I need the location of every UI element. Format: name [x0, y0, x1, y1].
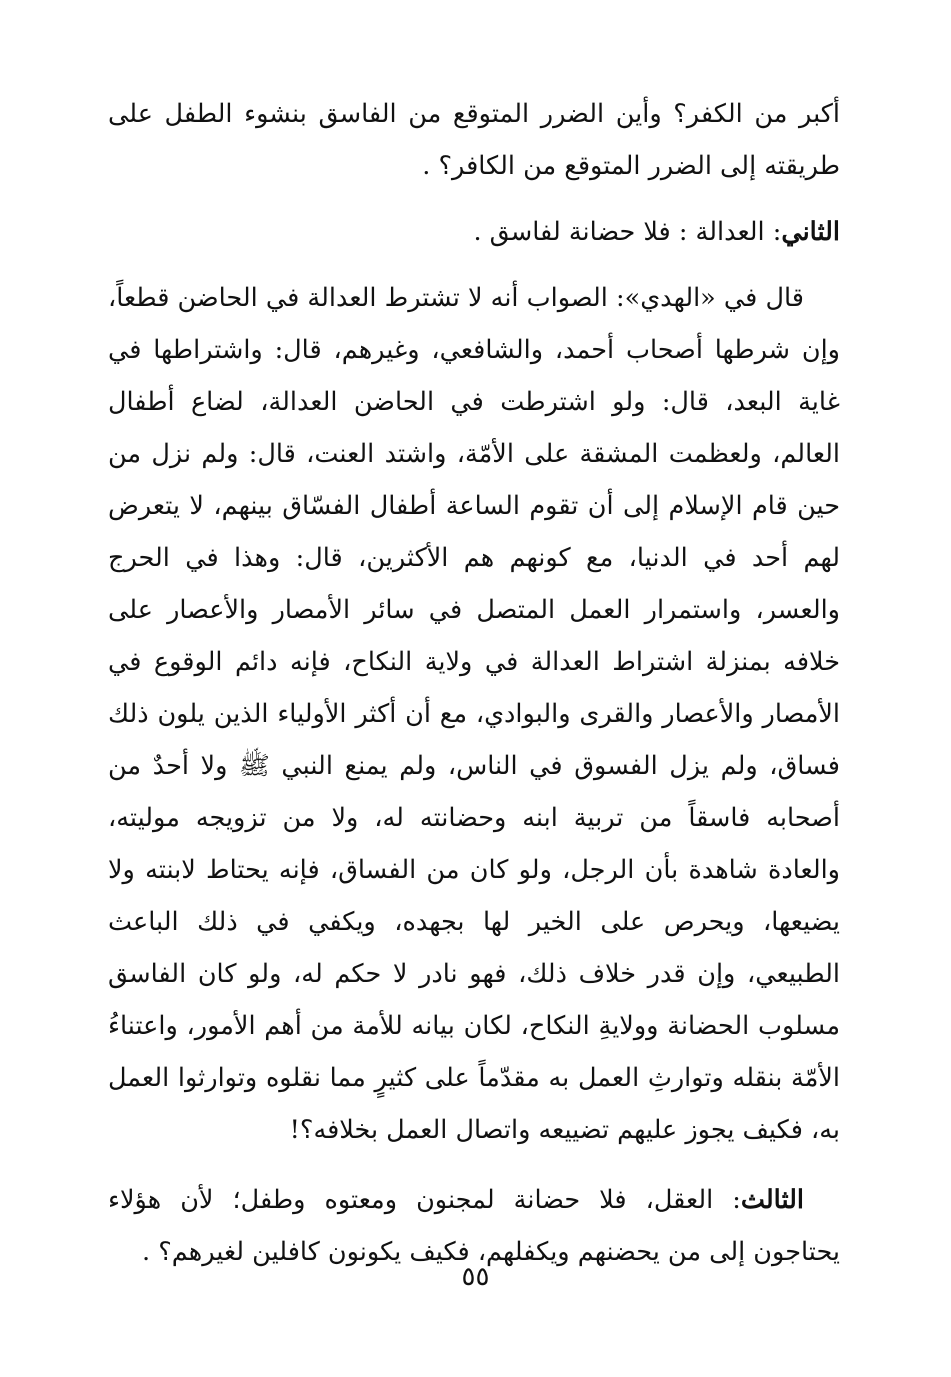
section-label-second: الثاني	[781, 217, 840, 247]
second-condition-text: : العدالة : فلا حضانة لفاسق .	[473, 217, 782, 247]
page-body	[108, 88, 840, 1278]
paragraph-quote-hadi: قال في «الهدي»: الصواب أنه لا تشترط العدالة في الحاضن قطعاً، وإن شرطها أصحاب أحمد، والشافعي، وغيرهم، قال: واشتراطها في غاية البعد، قال: ولو اشترطت في الحاضن العدالة، لضاع أطفال العالم، ولعظمت المشقة على الأمّة، واشتد العنت، قال: ولم نزل من حين قام الإسلام إلى أن تقوم الساعة أطفال الفسّاق بينهم، لا يتعرض لهم أحد في الدنيا، مع كونهم هم الأكثرين، قال: وهذا في الحرج والعسر، واستمرار العمل المتصل في سائر الأمصار والأعصار على خلافه بمنزلة اشتراط العدالة في ولاية النكاح، فإنه دائم الوقوع في الأمصار والأعصار والقرى والبوادي، مع أن أكثر الأولياء الذين يلون ذلك فساق، ولم يزل الفسوق في الناس، ولم يمنع النبي ﷺ ولا أحدٌ من أصحابه فاسقاً من تربية ابنه وحضانته له، ولا من تزويجه موليته، والعادة شاهدة بأن الرجل، ولو كان من الفساق، فإنه يحتاط لابنته ولا يضيعها، ويحرص على الخير لها بجهده، ويكفي في ذلك الباعث الطبيعي، وإن قدر خلاف ذلك، فهو نادر لا حكم له، ولو كان الفاسق مسلوب الحضانة وولايةِ النكاح، لكان بيانه للأمة من أهم الأمور، واعتناءُ الأمّة بنقله وتوارثِ العمل به مقدّماً على كثيرٍ مما نقلوه وتوارثوا العمل به، فكيف يجوز عليهم تضييعه واتصال العمل بخلافه؟!	[108, 283, 840, 1145]
third-condition-text: : العقل، فلا حضانة لمجنون ومعتوه وطفل؛ لأن هؤلاء يحتاجون إلى من يحضنهم ويكفلهم، فكيف يكونون كافلين لغيرهم؟ .	[108, 1185, 840, 1267]
paragraph-continuation: أكبر من الكفر؟ وأين الضرر المتوقع من الفاسق بنشوء الطفل على طريقته إلى الضرر المتوقع من الكافر؟ .	[108, 99, 840, 181]
paragraph-second-condition	[108, 206, 840, 258]
section-label-third: الثالث	[740, 1185, 804, 1215]
page-number: ٥٥	[461, 1262, 490, 1292]
